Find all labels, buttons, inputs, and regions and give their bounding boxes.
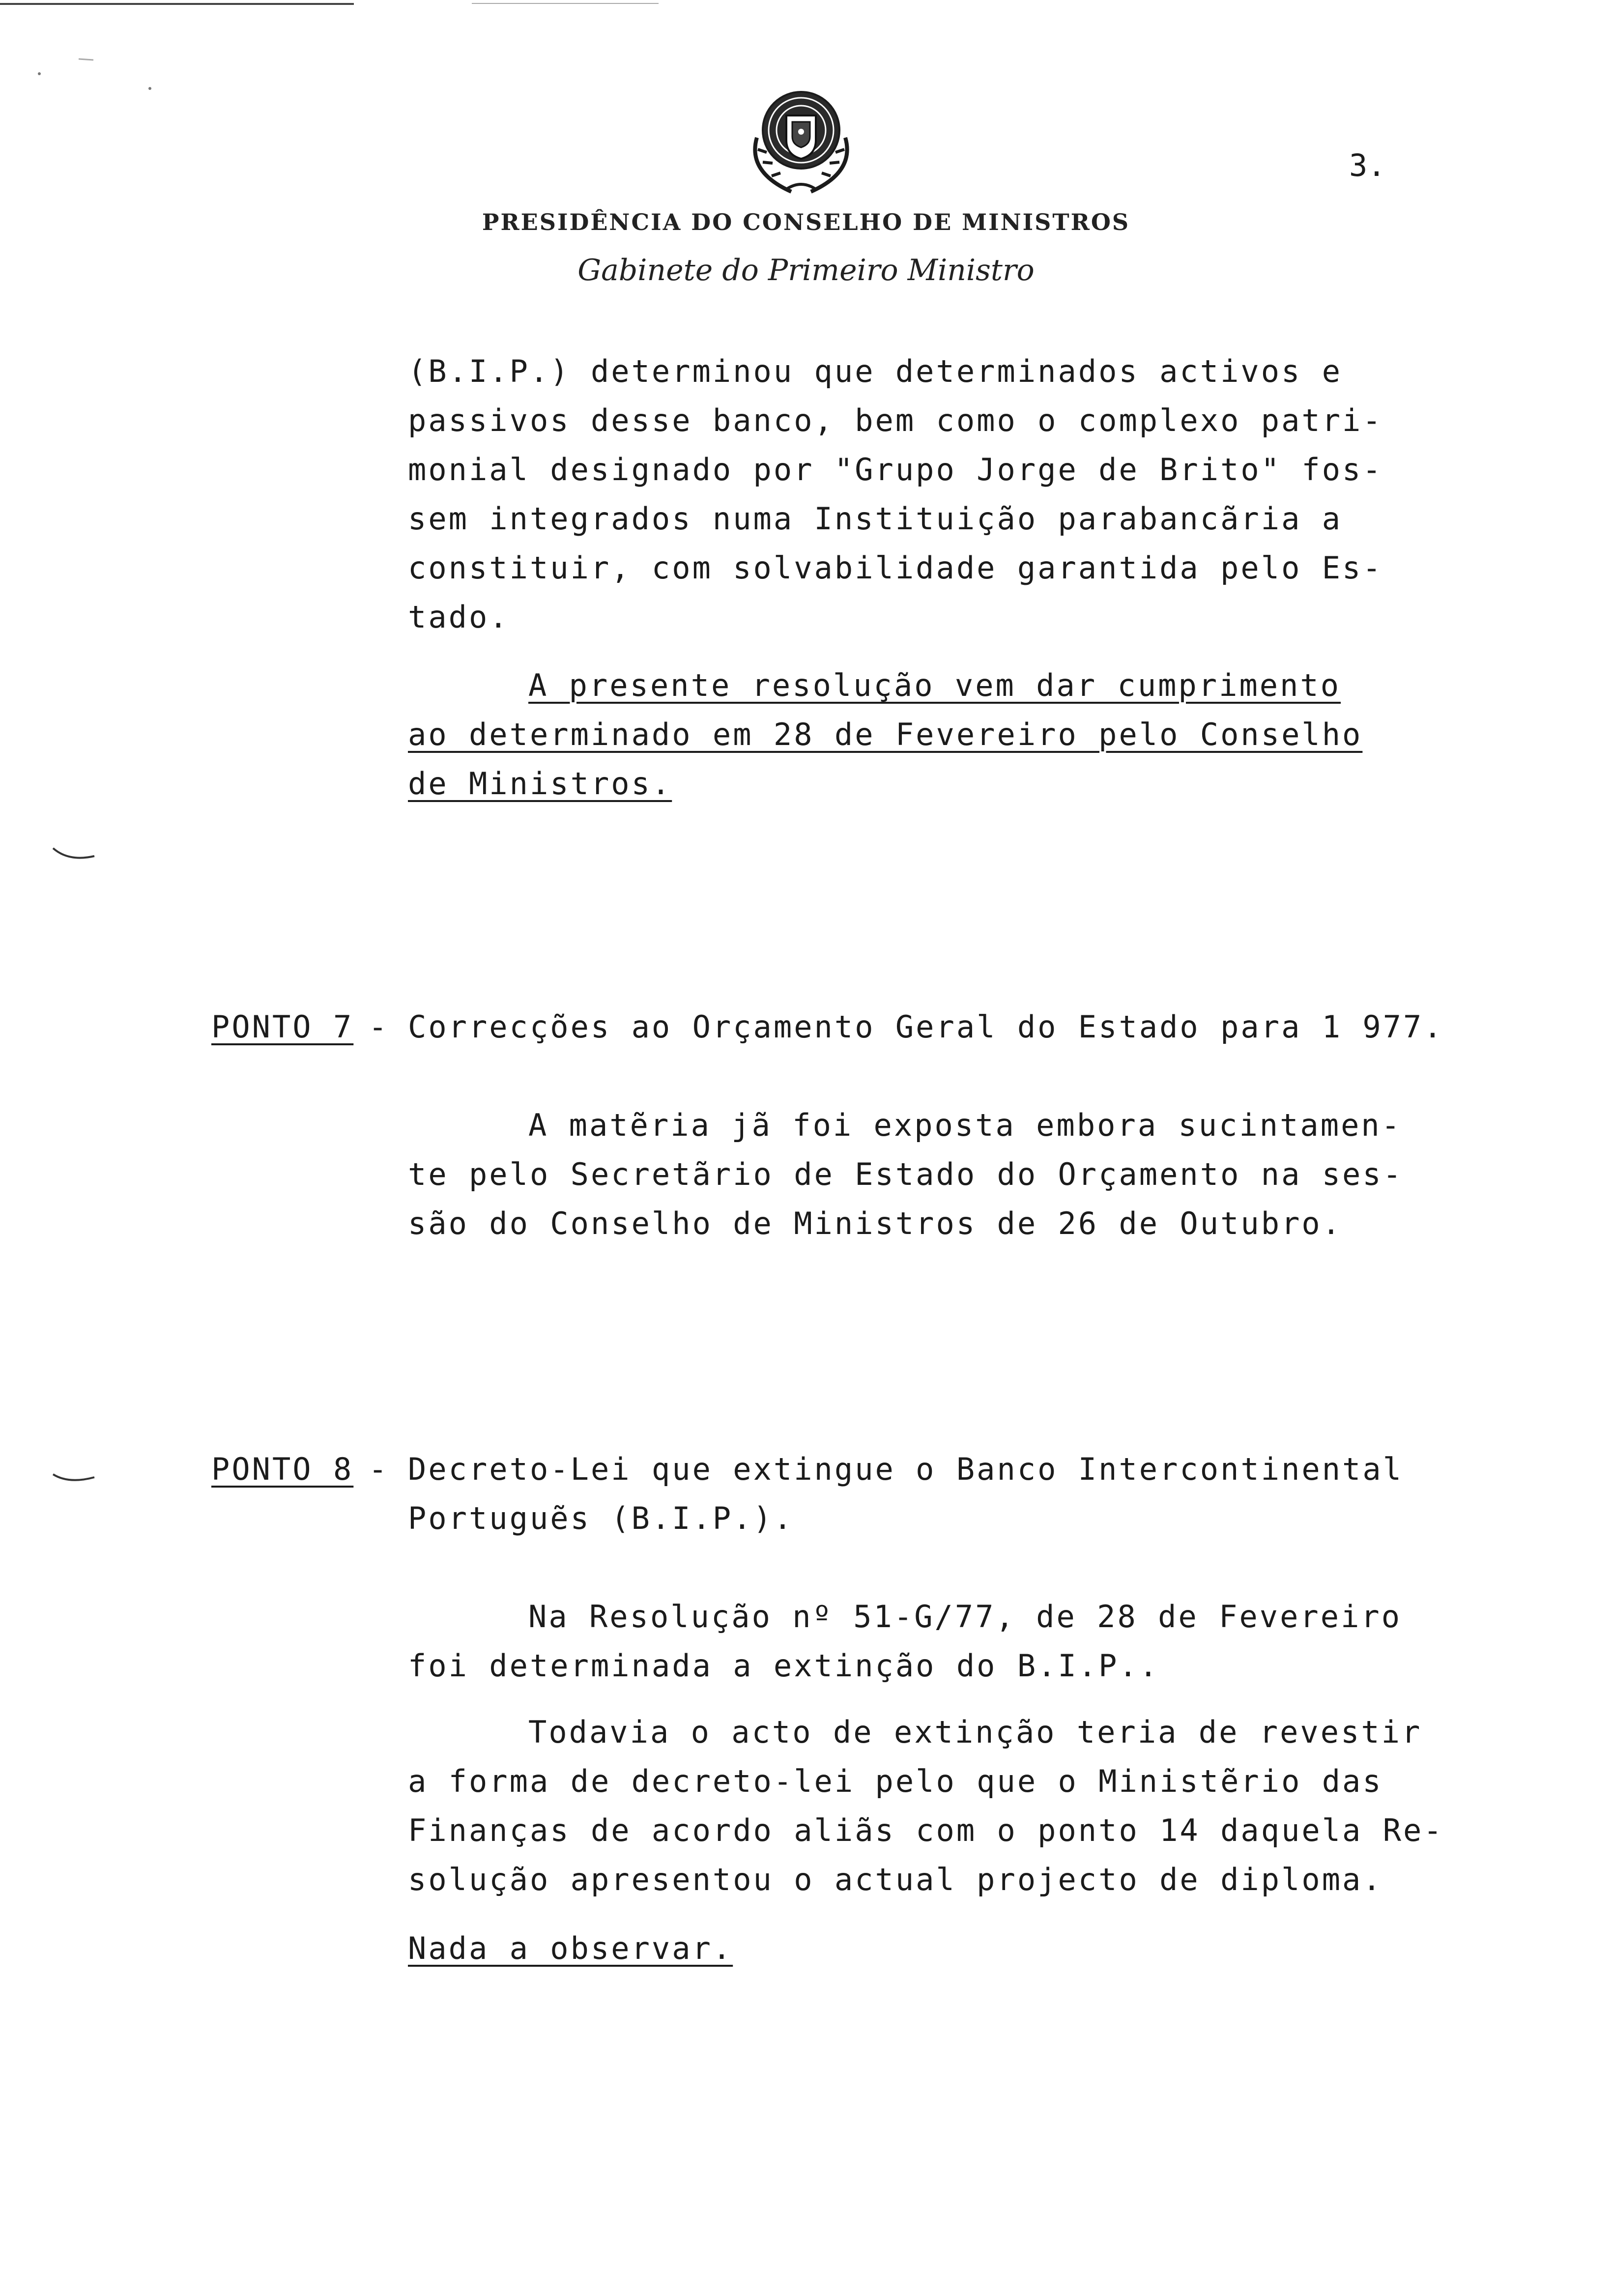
letterhead-org: PRESIDÊNCIA DO CONSELHO DE MINISTROS bbox=[482, 209, 1130, 235]
body-line: te pelo Secretãrio de Estado do Orçamento na ses- bbox=[408, 1156, 1404, 1192]
ponto7-label: PONTO 7 bbox=[211, 1009, 354, 1045]
margin-mark-icon bbox=[49, 1469, 98, 1489]
ponto8-title: Portuguẽs (B.I.P.). bbox=[408, 1500, 794, 1536]
body-line: (B.I.P.) determinou que determinados activos e bbox=[408, 353, 1343, 389]
body-line: Todavia o acto de extinção teria de revestir bbox=[528, 1714, 1422, 1750]
body-line: sem integrados numa Instituição parabancãria a bbox=[408, 501, 1343, 537]
page-number: 3. bbox=[1349, 147, 1386, 183]
letterhead-office: Gabinete do Primeiro Ministro bbox=[577, 253, 1035, 287]
body-line: Na Resolução nº 51-G/77, de 28 de Fevereiro bbox=[528, 1599, 1402, 1635]
underlined-line: de Ministros. bbox=[408, 766, 672, 802]
underlined-line: ao determinado em 28 de Fevereiro pelo Conselho bbox=[408, 717, 1363, 752]
underlined-line: A presente resolução vem dar cumprimento bbox=[528, 667, 1341, 703]
body-line: Finanças de acordo aliãs com o ponto 14 daquela Re- bbox=[408, 1812, 1444, 1848]
body-line: monial designado por "Grupo Jorge de Brito" fos- bbox=[408, 452, 1383, 488]
scan-edge-line bbox=[0, 3, 354, 5]
body-line: constituir, com solvabilidade garantida pelo Es- bbox=[408, 550, 1383, 586]
closing-note: Nada a observar. bbox=[408, 1930, 733, 1966]
body-line: tado. bbox=[408, 599, 510, 635]
ponto8-dash: - bbox=[369, 1451, 389, 1487]
body-line: passivos desse banco, bem como o complexo patri- bbox=[408, 402, 1383, 438]
ponto8-title: Decreto-Lei que extingue o Banco Intercontinental bbox=[408, 1451, 1404, 1487]
ponto7-title: Correcções ao Orçamento Geral do Estado para 1 977. bbox=[408, 1009, 1444, 1045]
body-line: são do Conselho de Ministros de 26 de Outubro. bbox=[408, 1205, 1343, 1241]
scan-edge-line-faint bbox=[472, 3, 659, 4]
body-line: solução apresentou o actual projecto de diploma. bbox=[408, 1862, 1383, 1897]
body-line: A matẽria jã foi exposta embora sucintamen- bbox=[528, 1107, 1402, 1143]
body-line: a forma de decreto-lei pelo que o Ministẽrio das bbox=[408, 1763, 1383, 1799]
ponto7-dash: - bbox=[369, 1009, 389, 1045]
ponto8-label: PONTO 8 bbox=[211, 1451, 354, 1487]
coat-of-arms-icon bbox=[737, 79, 865, 201]
margin-mark-icon bbox=[49, 845, 98, 865]
body-line: foi determinada a extinção do B.I.P.. bbox=[408, 1648, 1160, 1684]
scan-speck-icon bbox=[34, 49, 162, 108]
